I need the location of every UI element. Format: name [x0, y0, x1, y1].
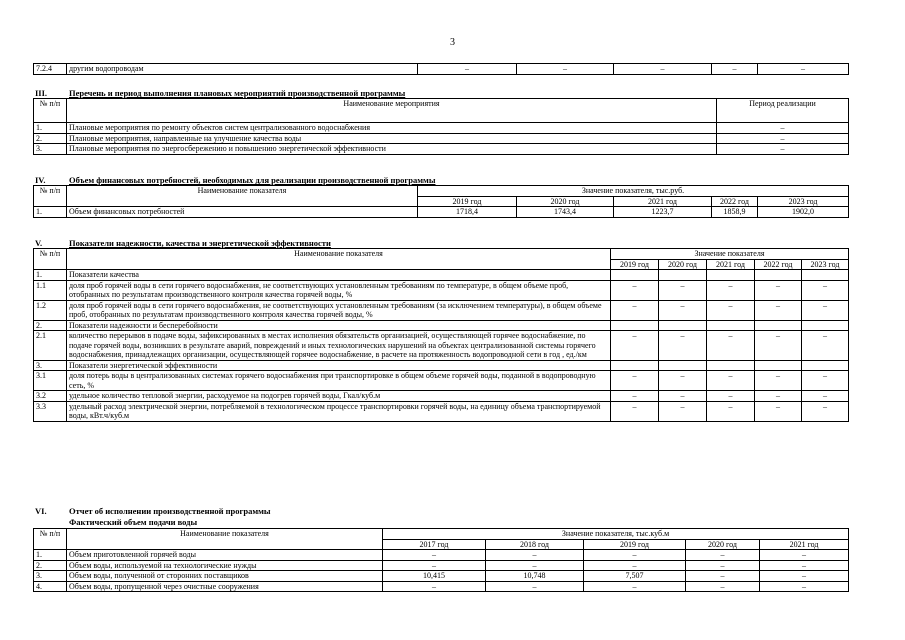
value-cell: –	[760, 581, 849, 592]
value-cell: –	[611, 391, 659, 402]
value-cell: –	[383, 581, 486, 592]
value-cell: –	[760, 550, 849, 561]
table-row	[34, 207, 849, 218]
table-group-row	[34, 320, 849, 331]
value-cell: –	[707, 391, 755, 402]
value-cell: –	[659, 300, 707, 320]
value-cell: –	[760, 560, 849, 571]
value-cell: –	[755, 401, 802, 421]
col-header-name: Наименование показателя	[67, 529, 383, 550]
value-cell: –	[755, 331, 802, 361]
value-cell: 1223,7	[614, 207, 712, 218]
row-number: 4.	[34, 581, 67, 592]
col-header-period: Период реализации	[717, 99, 849, 123]
value-cell: –	[802, 280, 849, 300]
col-header-year: 2021 год	[707, 259, 755, 270]
section6-table	[33, 528, 849, 592]
value-cell: –	[383, 550, 486, 561]
row-number: 1.	[34, 270, 67, 281]
value-cell: –	[584, 560, 686, 571]
row-name: Показатели качества	[67, 270, 611, 281]
section3-title	[35, 88, 405, 98]
section4-title	[35, 175, 435, 185]
value-cell: –	[584, 581, 686, 592]
value-cell: –	[686, 571, 760, 582]
table-header-row	[34, 249, 849, 260]
value-cell: –	[611, 331, 659, 361]
value-cell: –	[659, 331, 707, 361]
section-number: IV.	[35, 175, 46, 185]
value-cell: –	[802, 391, 849, 402]
table-row	[34, 331, 849, 361]
section6-title	[35, 506, 271, 516]
col-header-value: Значение показателя, тыс.куб.м	[383, 529, 849, 540]
value-cell: 1718,4	[418, 207, 517, 218]
value-cell: –	[383, 560, 486, 571]
row-name: количество перерывов в подаче воды, зафиксированных в местах исполнения обязательств организацией, осуществляющей горячее водоснабжение, по подаче горячей воды, возникших в результате аварий, повреждений и иных технологических нарушений на объектах централизованной системы горячего водоснабжения, принадлежащих организации, осуществляющей горячее водоснабжение, в расчете на протяженность водопроводной сети в год , ед./км	[67, 331, 611, 361]
section-title-text: Отчет об исполнении производственной программы	[69, 506, 271, 516]
table-group-row	[34, 360, 849, 371]
row-number: 3.	[34, 144, 67, 155]
row-number: 1.1	[34, 280, 67, 300]
row-name: Плановые мероприятия по энергосбережению и повышению энергетической эффективности	[67, 144, 717, 155]
row-number: 1.	[34, 207, 67, 218]
col-header-year: 2020 год	[659, 259, 707, 270]
table-row	[34, 300, 849, 320]
table-row	[34, 280, 849, 300]
value-cell: –	[659, 401, 707, 421]
row-name: Плановые мероприятия по ремонту объектов систем централизованного водоснабжения	[67, 123, 717, 134]
col-header-year: 2020 год	[517, 196, 614, 207]
value-cell: –	[486, 581, 584, 592]
value-cell: –	[611, 280, 659, 300]
row-number: 7.2.4	[34, 64, 67, 75]
row-period: –	[717, 144, 849, 155]
table-header-row	[34, 529, 849, 540]
col-header-year: 2022 год	[755, 259, 802, 270]
table-row	[34, 391, 849, 402]
row-name: Показатели энергетической эффективности	[67, 360, 611, 371]
row-name: удельный расход электрической энергии, потребляемой в технологическом процессе транспортировки горячей воды, на единицу объема транспортируемой воды, кВт.ч/куб.м	[67, 401, 611, 421]
table-row	[34, 571, 849, 582]
value-cell: –	[686, 560, 760, 571]
value-cell: –	[802, 331, 849, 361]
value-cell: –	[707, 371, 755, 391]
row-number: 1.	[34, 123, 67, 134]
row-name: Показатели надежности и бесперебойности	[67, 320, 611, 331]
col-header-num: № п/п	[34, 99, 67, 123]
row-name: Объем воды, используемой на технологические нужды	[67, 560, 383, 571]
value-cell: –	[486, 550, 584, 561]
value-cell: –	[659, 280, 707, 300]
value-cell: –	[712, 64, 758, 75]
table-row	[34, 123, 849, 134]
value-cell: –	[611, 401, 659, 421]
section3-table	[33, 98, 849, 155]
row-number: 3.	[34, 571, 67, 582]
col-header-year: 2023 год	[802, 259, 849, 270]
section4-table	[33, 185, 849, 218]
row-number: 1.2	[34, 300, 67, 320]
table-row	[34, 133, 849, 144]
value-cell: 1858,9	[712, 207, 758, 218]
col-header-year: 2021 год	[760, 539, 849, 550]
value-cell: –	[584, 550, 686, 561]
value-cell: –	[755, 280, 802, 300]
value-cell: 1902,0	[758, 207, 849, 218]
value-cell: –	[659, 391, 707, 402]
value-cell: 1743,4	[517, 207, 614, 218]
col-header-value: Значение показателя, тыс.руб.	[418, 186, 849, 197]
row-number: 3.3	[34, 401, 67, 421]
section5-title	[35, 238, 331, 248]
col-header-name: Наименование показателя	[67, 249, 611, 270]
row-number: 2.	[34, 560, 67, 571]
col-header-year: 2019 год	[418, 196, 517, 207]
value-cell: –	[760, 571, 849, 582]
value-cell: –	[802, 371, 849, 391]
value-cell: –	[659, 371, 707, 391]
value-cell: –	[758, 64, 849, 75]
row-number: 3.2	[34, 391, 67, 402]
col-header-year: 2019 год	[611, 259, 659, 270]
value-cell: –	[418, 64, 517, 75]
row-name: доля проб горячей воды в сети горячего водоснабжения, не соответствующих установленным требованиям (за исключением температуры), в общем объеме проб, отобранных по результатам производственного контроля качества горячей воды, %	[67, 300, 611, 320]
value-cell: –	[686, 550, 760, 561]
table-row	[34, 401, 849, 421]
value-cell: –	[611, 300, 659, 320]
table-row	[34, 550, 849, 561]
value-cell: –	[611, 371, 659, 391]
row-number: 3.	[34, 360, 67, 371]
value-cell: –	[707, 331, 755, 361]
row-name: Объем воды, пропущенной через очистные сооружения	[67, 581, 383, 592]
row-number: 3.1	[34, 371, 67, 391]
table-row	[34, 371, 849, 391]
value-cell: –	[486, 560, 584, 571]
col-header-name: Наименование показателя	[67, 186, 418, 207]
row-name: доля потерь воды в централизованных системах горячего водоснабжения при транспортировке в общем объеме горячей воды, поданной в водопроводную сеть, %	[67, 371, 611, 391]
section-title-text: Показатели надежности, качества и энергетической эффективности	[69, 238, 331, 248]
row-name: Объем воды, полученной от сторонних поставщиков	[67, 571, 383, 582]
value-cell: –	[802, 401, 849, 421]
col-header-year: 2018 год	[486, 539, 584, 550]
section-number: VI.	[35, 506, 47, 516]
value-cell: –	[707, 280, 755, 300]
value-cell: –	[707, 300, 755, 320]
col-header-name: Наименование мероприятия	[67, 99, 717, 123]
row-period: –	[717, 133, 849, 144]
row-name: доля проб горячей воды в сети горячего водоснабжения, не соответствующих установленным требованиям по температуре, в общем объеме проб, отобранных по результатам производственного контроля качества горячей воды, %	[67, 280, 611, 300]
col-header-year: 2020 год	[686, 539, 760, 550]
col-header-year: 2021 год	[614, 196, 712, 207]
col-header-num: № п/п	[34, 249, 67, 270]
value-cell: –	[707, 401, 755, 421]
row-number: 2.1	[34, 331, 67, 361]
col-header-year: 2022 год	[712, 196, 758, 207]
value-cell: –	[802, 300, 849, 320]
col-header-value: Значение показателя	[611, 249, 849, 260]
col-header-year: 2023 год	[758, 196, 849, 207]
row-number: 1.	[34, 550, 67, 561]
row-name: Плановые мероприятия, направленные на улучшение качества воды	[67, 133, 717, 144]
section-title-text: Перечень и период выполнения плановых мероприятий производственной программы	[69, 88, 406, 98]
value-cell: 7,507	[584, 571, 686, 582]
top-continuation-table	[33, 63, 849, 75]
row-number: 2.	[34, 133, 67, 144]
table-group-row	[34, 270, 849, 281]
page-number: 3	[450, 37, 455, 48]
value-cell: 10,748	[486, 571, 584, 582]
value-cell: –	[755, 391, 802, 402]
table-row	[34, 144, 849, 155]
row-number: 2.	[34, 320, 67, 331]
table-header-row	[34, 99, 849, 123]
row-name: Объем приготовленной горячей воды	[67, 550, 383, 561]
col-header-num: № п/п	[34, 186, 67, 207]
table-row	[34, 581, 849, 592]
row-period: –	[717, 123, 849, 134]
section-number: III.	[35, 88, 48, 98]
row-name: Объем финансовых потребностей	[67, 207, 418, 218]
value-cell: –	[517, 64, 614, 75]
table-row	[34, 64, 849, 75]
row-name: другим водопроводам	[67, 64, 418, 75]
section5-table	[33, 248, 849, 422]
value-cell: –	[686, 581, 760, 592]
value-cell: –	[614, 64, 712, 75]
section6-subtitle: Фактический объем подачи воды	[69, 517, 198, 527]
col-header-num: № п/п	[34, 529, 67, 550]
table-row	[34, 560, 849, 571]
section-number: V.	[35, 238, 43, 248]
table-header-row	[34, 186, 849, 197]
row-name: удельное количество тепловой энергии, расходуемое на подогрев горячей воды, Гкал/куб.м	[67, 391, 611, 402]
section-title-text: Объем финансовых потребностей, необходимых для реализации производственной программы	[69, 175, 436, 185]
col-header-year: 2017 год	[383, 539, 486, 550]
value-cell: –	[755, 300, 802, 320]
value-cell: 10,415	[383, 571, 486, 582]
value-cell: –	[755, 371, 802, 391]
col-header-year: 2019 год	[584, 539, 686, 550]
